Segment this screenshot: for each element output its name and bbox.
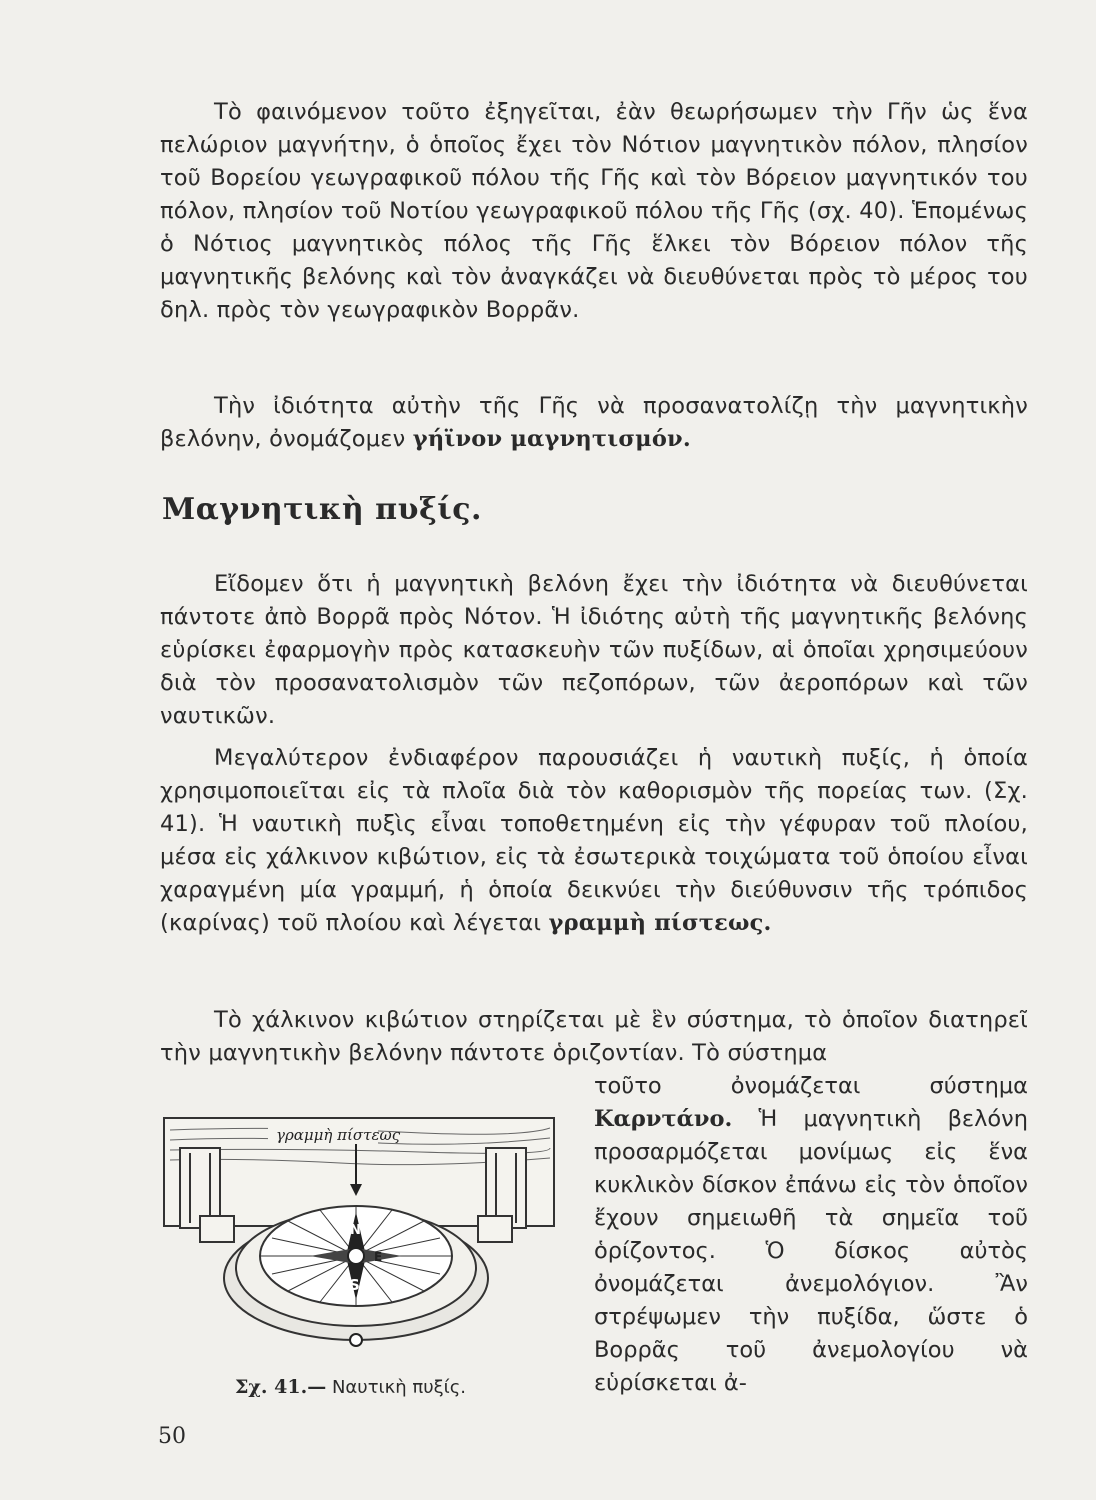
north-mark: N — [350, 1223, 361, 1238]
marine-compass-figure — [160, 1108, 560, 1358]
figure-caption — [235, 1376, 466, 1398]
caption-text: Ναυτικὴ πυξίς. — [331, 1377, 467, 1398]
paragraph-gimbal-continued — [594, 1070, 1028, 1400]
caption-number: Σχ. 41.— — [235, 1376, 327, 1398]
paragraph-terrestrial-magnetism — [160, 390, 1028, 456]
paragraph-text: τοῦτο ὀνομάζεται σύστημα — [594, 1073, 1028, 1099]
lubber-line-label: γραμμὴ πίστεως — [276, 1126, 401, 1144]
paragraph-earth-magnet: Τὸ φαινόμενον τοῦτο ἐξηγεῖται, ἐὰν θεωρήσωμεν τὴν Γῆν ὡς ἕνα πελώριον μαγνήτην, ὁ ὁποῖος ἔχει τὸν Νότιον μαγνητικὸν πόλον, πλησίον τοῦ Βορείου γεωγραφικοῦ πόλου τῆς Γῆς καὶ τὸν Βόρειον μαγνητικόν του πόλον, πλησίον τοῦ Νοτίου γεωγραφικοῦ πόλου τῆς Γῆς (σχ. 40). Ἑπομένως ὁ Νότιος μαγνητικὸς πόλος τῆς Γῆς ἕλκει τὸν Βόρειον πόλον τῆς μαγνητικῆς βελόνης καὶ τὸν ἀναγκάζει νὰ διευθύνεται πρὸς τὸ μέρος του δηλ. πρὸς τὸν γεωγραφικὸν Βορρᾶν. — [160, 99, 1028, 323]
paragraph-text: Μεγαλύτερον ἐνδιαφέρον παρουσιάζει ἡ ναυτικὴ πυξίς, ἡ ὁποία χρησιμοποιεῖται εἰς τὰ πλοῖα διὰ τὸν καθορισμὸν τῆς πορείας των. (Σχ. 41). Ἡ ναυτικὴ πυξὶς εἶναι τοποθετημένη εἰς τὴν γέφυραν τοῦ πλοίου, μέσα εἰς χάλκινον κιβώτιον, εἰς τὰ ἐσωτερικὰ τοιχώματα τοῦ ὁποίου εἶναι χαραγμένη μία γραμμή, ἡ ὁποία δεικνύει τὴν διεύθυνσιν τῆς τρόπιδος (καρίνας) τοῦ πλοίου καὶ λέγεται — [160, 745, 1028, 936]
south-mark: S — [349, 1276, 360, 1294]
east-mark: E — [374, 1250, 383, 1264]
paragraph-gimbal: Τὸ χάλκινον κιβώτιον στηρίζεται μὲ ἓν σύστημα, τὸ ὁποῖον διατηρεῖ τὴν μαγνητικὴν βελόνην πάντοτε ὁριζοντίαν. Τὸ σύστημα — [160, 1007, 1028, 1066]
paragraph-compass-use: Εἴδομεν ὅτι ἡ μαγνητικὴ βελόνη ἔχει τὴν ἰδιότητα νὰ διευθύνεται πάντοτε ἀπὸ Βορρᾶ πρὸς Νότον. Ἡ ἰδιότης αὐτὴ τῆς μαγνητικῆς βελόνης εὑρίσκει ἐφαρμογὴν πρὸς κατασκευὴν τῶν πυξίδων, αἱ ὁποῖαι χρησιμεύουν διὰ τὸν προσανατολισμὸν τῶν πεζοπόρων, τῶν ἀεροπόρων καὶ τῶν ναυτικῶν. — [160, 571, 1028, 729]
term-cardano: Καρντάνο. — [594, 1106, 733, 1132]
page-number: 50 — [158, 1424, 186, 1449]
term-terrestrial-magnetism: γήϊνον μαγνητισμόν. — [412, 426, 691, 452]
paragraph-text: Ἡ μαγνητικὴ βελόνη προσαρμόζεται μονίμως εἰς ἕνα κυκλικὸν δίσκον ἐπάνω εἰς τὸν ὁποῖον ἔχουν σημειωθῆ τὰ σημεῖα τοῦ ὁρίζοντος. Ὁ δίσκος αὐτὸς ὀνομάζεται ἀνεμολόγιον. Ἂν στρέψωμεν τὴν πυξίδα, ὥστε ὁ Βορρᾶς τοῦ ἀνεμολογίου νὰ εὑρίσκεται ἀ- — [594, 1106, 1028, 1396]
right-gimbal — [478, 1148, 526, 1242]
paragraph-text: Τὴν ἰδιότητα αὐτὴν τῆς Γῆς νὰ προσανατολίζῃ τὴν μαγνητικὴν βελόνην, ὀνομάζομεν — [160, 393, 1028, 452]
paragraph-marine-compass — [160, 742, 1028, 940]
section-heading: Μαγνητικὴ πυξίς. — [162, 492, 482, 527]
term-lubber-line: γραμμὴ πίστεως. — [548, 910, 772, 936]
